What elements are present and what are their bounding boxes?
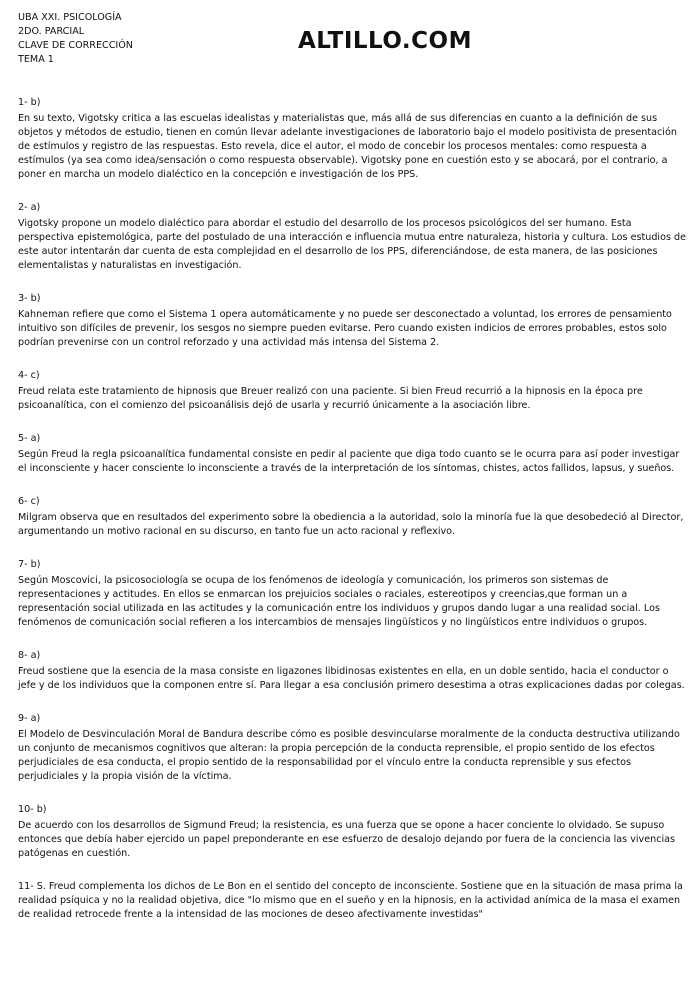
answer-label: 7- b) [18,559,41,570]
answer-10 [18,803,686,861]
answer-5 [18,432,686,476]
answer-9 [18,712,686,784]
answer-label: 3- b) [18,293,41,304]
answer-text: 11- S. Freud complementa los dichos de Le Bon en el sentido del concepto de inconsciente. Sostiene que en la situación de masa prima la realidad psíquica y no la realidad objetiva, dice "lo mismo que en el sueño y en la hipnosis, en la actividad anímica de la masa el examen de realidad retrocede frente a la intensidad de las mociones de deseo afectivamente investidas" [18,881,683,920]
answer-list [18,96,686,941]
answer-6 [18,495,686,539]
answer-label: 1- b) [18,97,41,108]
answer-label: 9- a) [18,713,41,724]
header-institution: UBA XXI. PSICOLOGÍA [18,12,122,23]
answer-label: 2- a) [18,202,41,213]
answer-label: 6- c) [18,496,40,507]
answer-text: En su texto, Vigotsky critica a las escuelas idealistas y materialistas que, más allá de sus diferencias en cuanto a la definición de sus objetos y métodos de estudio, tienen en común llevar adelante investigaciones de laboratorio bajo el modelo positivista de presentación de estímulos y registro de las respuestas. Esto revela, dice el autor, el modo de concebir los procesos mentales: como respuesta a estímulos (ya sea como idea/sensación o como respuesta observable). Vigotsky pone en cuestión esto y se abocará, por el contrario, a poner en marcha un modelo dialéctico en la concepción e investigación de los PPS. [18,113,677,180]
answer-text: Vigotsky propone un modelo dialéctico para abordar el estudio del desarrollo de los procesos psicológicos del ser humano. Esta perspectiva epistemológica, parte del postulado de una interacción e influencia mutua entre naturaleza, historia y cultura. Los estudios de este autor intentarán dar cuenta de esta complejidad en el desarrollo de los PPS, diferenciándose, de esta manera, de las posiciones elementalistas y naturalistas en investigación. [18,218,687,271]
answer-text: Freud sostiene que la esencia de la masa consiste en ligazones libidinosas existentes en ella, en un doble sentido, hacia el conductor o jefe y de los individuos que la componen entre sí. Para llegar a esa conclusión primero desestima a otras explicaciones dadas por colegas. [18,666,685,691]
answer-text: El Modelo de Desvinculación Moral de Bandura describe cómo es posible desvincularse moralmente de la conducta destructiva utilizando un conjunto de mecanismos cognitivos que alteran: la propia percepción de la conducta reprensible, el propio sentido de los efectos perjudiciales de esa conducta, el propio sentido de la responsabilidad por el vínculo entre la conducta reprensible y sus efectos perjudiciales y la propia visión de la víctima. [18,729,680,782]
answer-text: Según Freud la regla psicoanalítica fundamental consiste en pedir al paciente que diga todo cuanto se le ocurra para así poder investigar el inconsciente y hacer consciente lo inconsciente a través de la interpretación de los síntomas, chistes, actos fallidos, lapsus, y sueños. [18,449,680,474]
answer-1 [18,96,686,182]
answer-2 [18,201,686,273]
answer-label: 10- b) [18,804,47,815]
header-doc-type: CLAVE DE CORRECCIÓN [18,40,133,51]
answer-4 [18,369,686,413]
header-exam: 2DO. PARCIAL [18,26,85,37]
answer-text: Según Moscovici, la psicosociología se ocupa de los fenómenos de ideología y comunicación, los primeros son sistemas de representaciones y actitudes. En ellos se enmarcan los prejuicios sociales o raciales, estereotipos y creencias,que forman un a representación social utilizada en las actitudes y la comunicación entre los individuos y grupos dando lugar a una realidad social. Los fenómenos de comunicación social refieren a los intercambios de mensajes lingüísticos y no lingüísticos entre individuos o grupos. [18,575,660,628]
answer-7 [18,558,686,630]
site-title: ALTILLO.COM [298,28,472,54]
answer-11 [18,880,686,922]
answer-8 [18,649,686,693]
answer-label: 5- a) [18,433,41,444]
answer-text: Kahneman refiere que como el Sistema 1 opera automáticamente y no puede ser desconectado a voluntad, los errores de pensamiento intuitivo son difíciles de prevenir, los sesgos no siempre pueden evitarse. Pero cuando existen indicios de errores probables, estos solo podrían prevenirse con un control reforzado y una actividad más intensa del Sistema 2. [18,309,672,348]
answer-text: De acuerdo con los desarrollos de Sigmund Freud; la resistencia, es una fuerza que se opone a hacer conciente lo olvidado. Se supuso entonces que debía haber ejercido un papel preponderante en ese esfuerzo de desalojo dejando por fuera de la conciencia las vivencias patógenas en cuestión. [18,820,676,859]
answer-text: Freud relata este tratamiento de hipnosis que Breuer realizó con una paciente. Si bien Freud recurrió a la hipnosis en la época pre psicoanalítica, con el comienzo del psicoanálisis dejó de usarla y recurrió únicamente a la asociación libre. [18,386,643,411]
answer-3 [18,292,686,350]
answer-label: 4- c) [18,370,40,381]
header-tema: TEMA 1 [18,54,54,65]
answer-text: Milgram observa que en resultados del experimento sobre la obediencia a la autoridad, solo la minoría fue la que desobedeció al Director, argumentando un motivo racional en su discurso, en tanto fue un acto racional y reflexivo. [18,512,684,537]
answer-label: 8- a) [18,650,41,661]
